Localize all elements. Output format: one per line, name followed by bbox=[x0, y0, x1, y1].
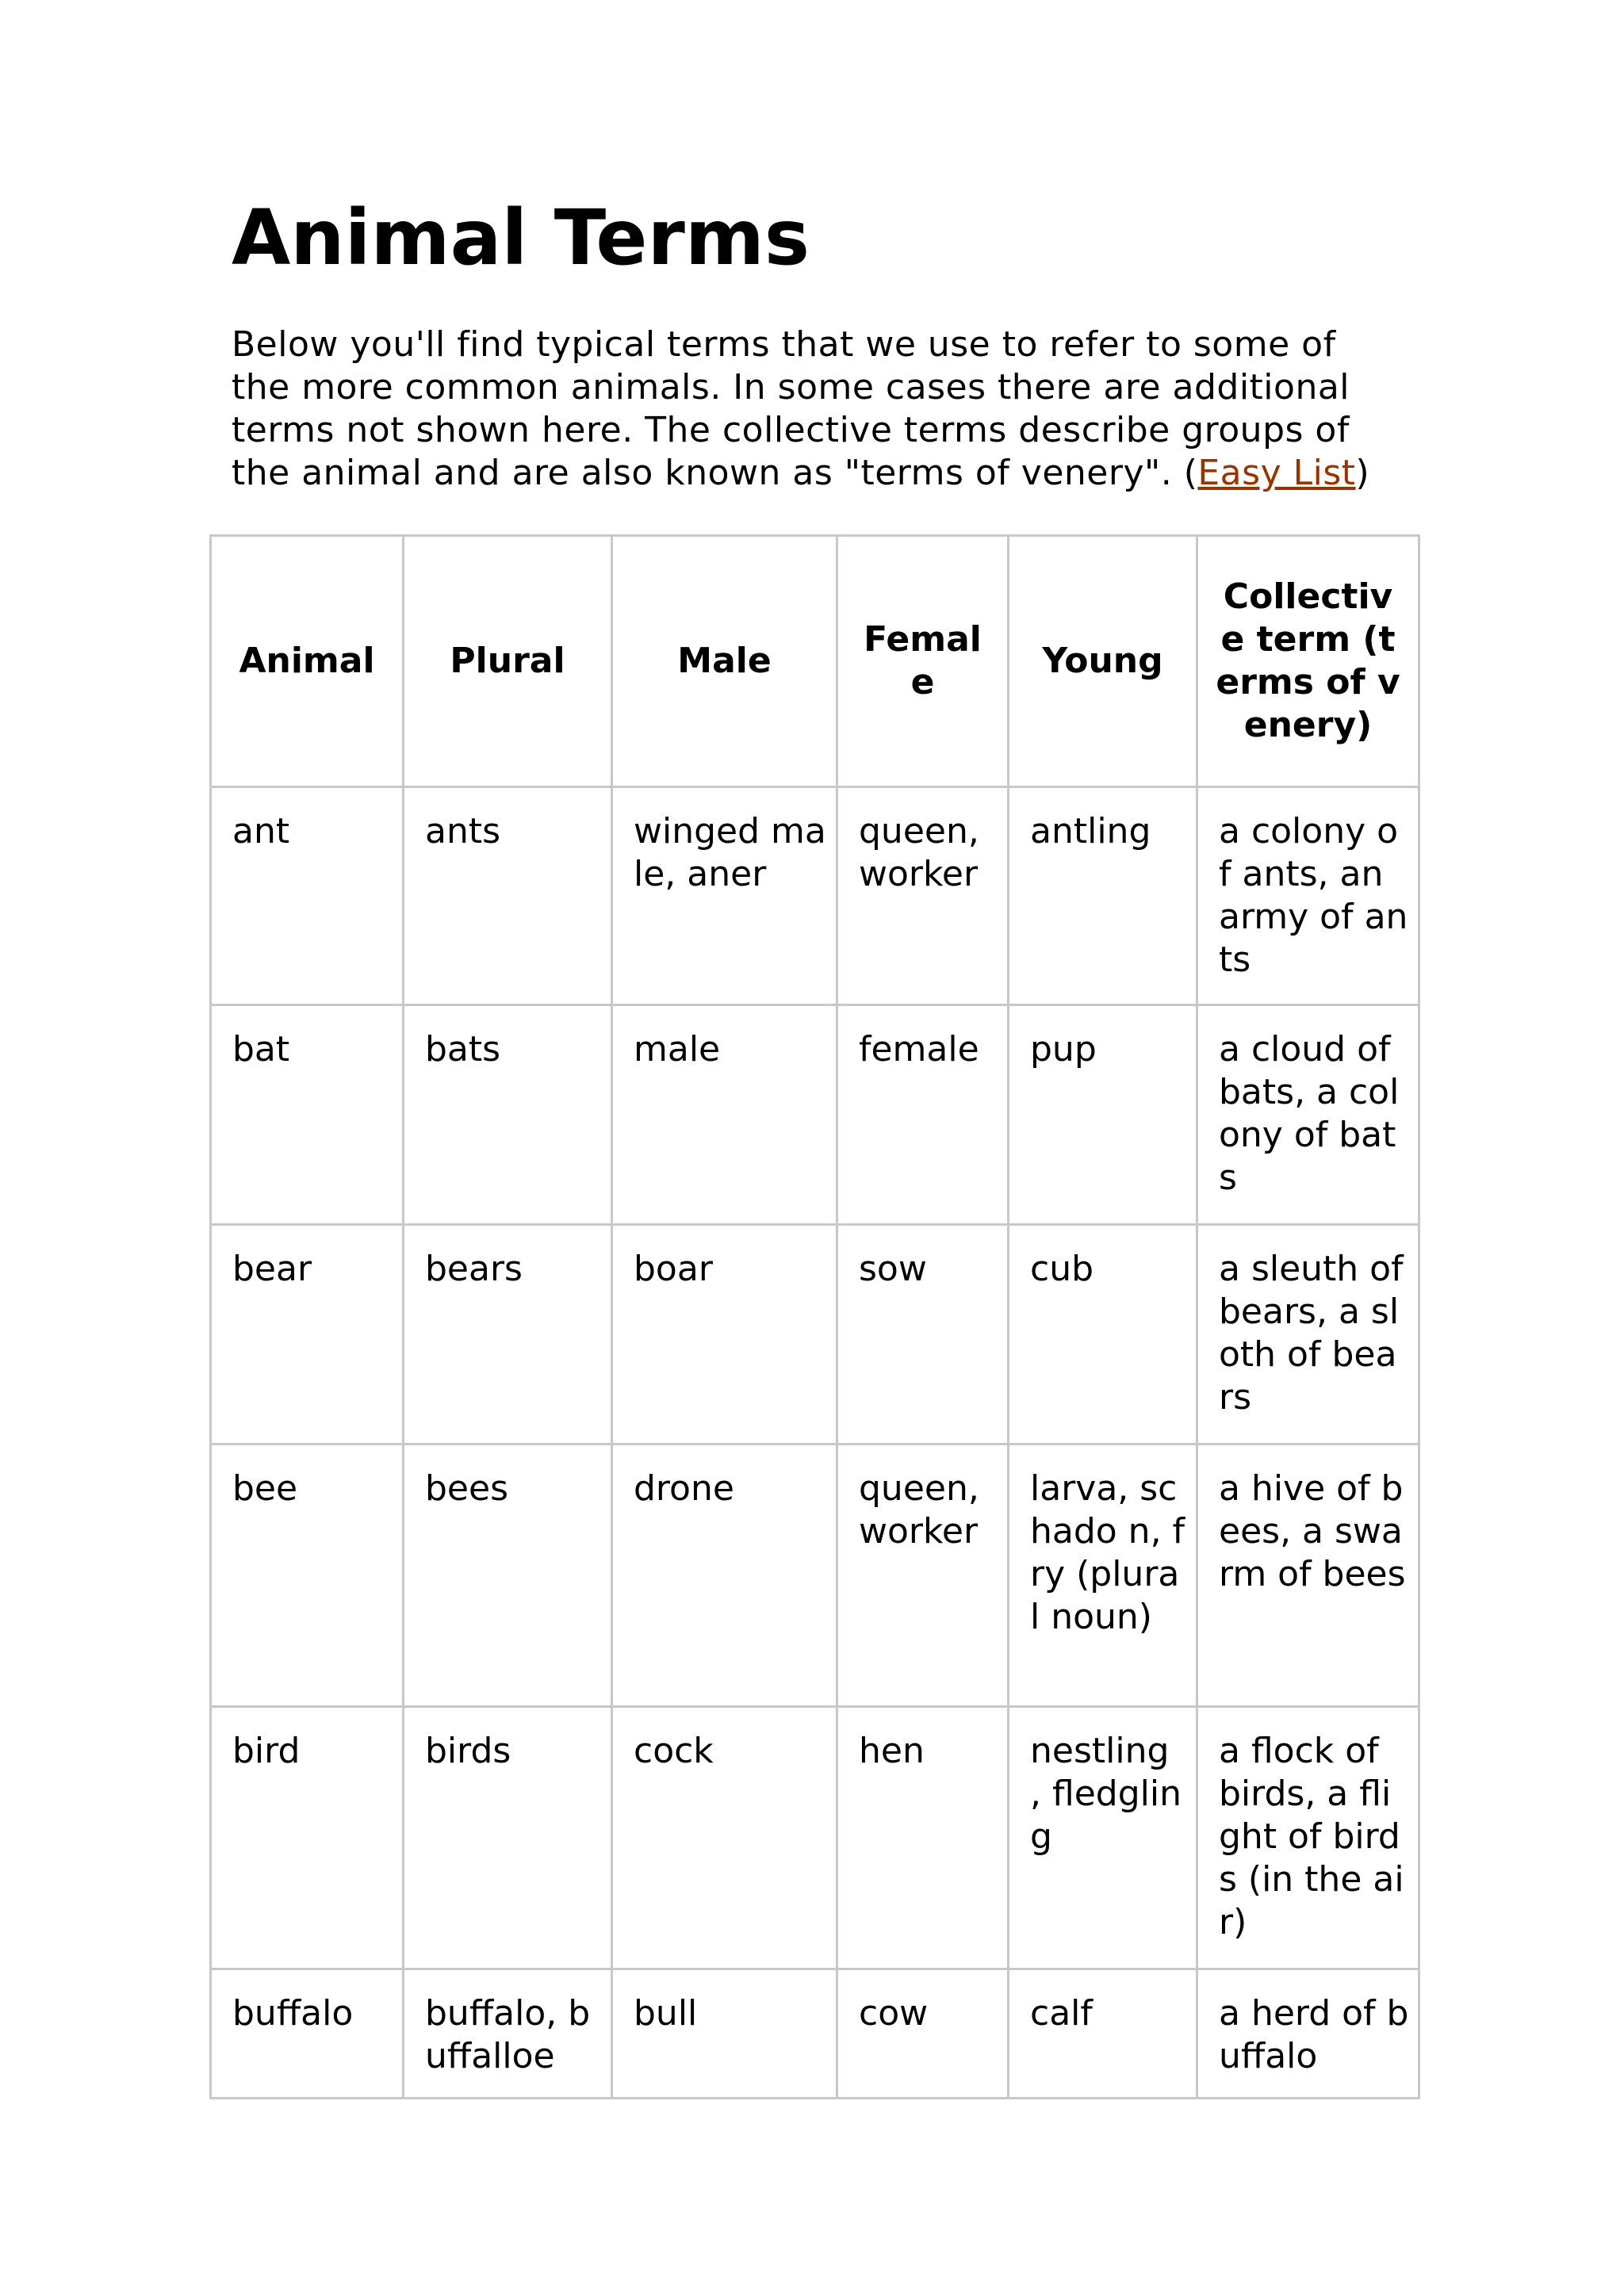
header-young: Young bbox=[1009, 536, 1197, 787]
table-row bbox=[211, 1225, 1419, 1445]
cell-plural: birds bbox=[404, 1707, 612, 1969]
cell-female: sow bbox=[837, 1225, 1009, 1445]
table-row bbox=[211, 1005, 1419, 1225]
cell-male: boar bbox=[612, 1225, 837, 1445]
cell-collective: a hive of bees, a swarm of bees bbox=[1197, 1445, 1419, 1707]
intro-last-line bbox=[232, 452, 1421, 495]
table-body bbox=[211, 787, 1419, 2099]
cell-female: hen bbox=[837, 1707, 1009, 1969]
cell-male: winged male, aner bbox=[612, 787, 837, 1005]
header-plural: Plural bbox=[404, 536, 612, 787]
table-header bbox=[211, 536, 1419, 787]
cell-female: queen, worker bbox=[837, 787, 1009, 1005]
table-row bbox=[211, 1707, 1419, 1969]
intro-last-line-text: the animal and are also known as "terms of venery". ( bbox=[232, 453, 1198, 493]
header-male: Male bbox=[612, 536, 837, 787]
intro-line: terms not shown here. The collective terms describe groups of bbox=[232, 410, 1350, 450]
table-row bbox=[211, 1445, 1419, 1707]
cell-young: cub bbox=[1009, 1225, 1197, 1445]
cell-animal: buffalo bbox=[211, 1969, 404, 2099]
cell-plural: bees bbox=[404, 1445, 612, 1707]
cell-male: cock bbox=[612, 1707, 837, 1969]
cell-female: female bbox=[837, 1005, 1009, 1225]
cell-young: antling bbox=[1009, 787, 1197, 1005]
cell-young: larva, schado n, fry (plural noun) bbox=[1009, 1445, 1197, 1707]
cell-young: pup bbox=[1009, 1005, 1197, 1225]
cell-plural: bears bbox=[404, 1225, 612, 1445]
animal-terms-table bbox=[209, 534, 1420, 2099]
intro-line: Below you'll find typical terms that we use to refer to some of bbox=[232, 324, 1336, 365]
intro-paragraph bbox=[232, 323, 1421, 495]
cell-male: bull bbox=[612, 1969, 837, 2099]
cell-collective: a sleuth of bears, a sloth of bears bbox=[1197, 1225, 1419, 1445]
cell-animal: bat bbox=[211, 1005, 404, 1225]
intro-line: the more common animals. In some cases there are additional bbox=[232, 367, 1350, 408]
intro-closing-paren: ) bbox=[1355, 453, 1370, 493]
cell-young: nestling , fledglin g bbox=[1009, 1707, 1197, 1969]
cell-male: male bbox=[612, 1005, 837, 1225]
header-animal: Animal bbox=[211, 536, 404, 787]
cell-collective: a cloud of bats, a colony of bats bbox=[1197, 1005, 1419, 1225]
cell-collective: a flock of birds, a flight of birds (in the air) bbox=[1197, 1707, 1419, 1969]
cell-animal: bird bbox=[211, 1707, 404, 1969]
cell-animal: bear bbox=[211, 1225, 404, 1445]
cell-female: queen, worker bbox=[837, 1445, 1009, 1707]
cell-male: drone bbox=[612, 1445, 837, 1707]
easy-list-link[interactable]: Easy List bbox=[1197, 453, 1356, 493]
page-title: Animal Terms bbox=[232, 193, 810, 282]
table-row bbox=[211, 787, 1419, 1005]
cell-plural: buffalo, buffalloe bbox=[404, 1969, 612, 2099]
cell-collective: a colony of ants, an army of ants bbox=[1197, 787, 1419, 1005]
header-female: Femal e bbox=[837, 536, 1009, 787]
cell-plural: bats bbox=[404, 1005, 612, 1225]
cell-young: calf bbox=[1009, 1969, 1197, 2099]
cell-collective: a herd of buffalo bbox=[1197, 1969, 1419, 2099]
table-row bbox=[211, 1969, 1419, 2099]
cell-animal: ant bbox=[211, 787, 404, 1005]
cell-animal: bee bbox=[211, 1445, 404, 1707]
header-collective-term: Collectiv e term (terms of venery) bbox=[1197, 536, 1419, 787]
header-row bbox=[211, 536, 1419, 787]
cell-plural: ants bbox=[404, 787, 612, 1005]
cell-female: cow bbox=[837, 1969, 1009, 2099]
